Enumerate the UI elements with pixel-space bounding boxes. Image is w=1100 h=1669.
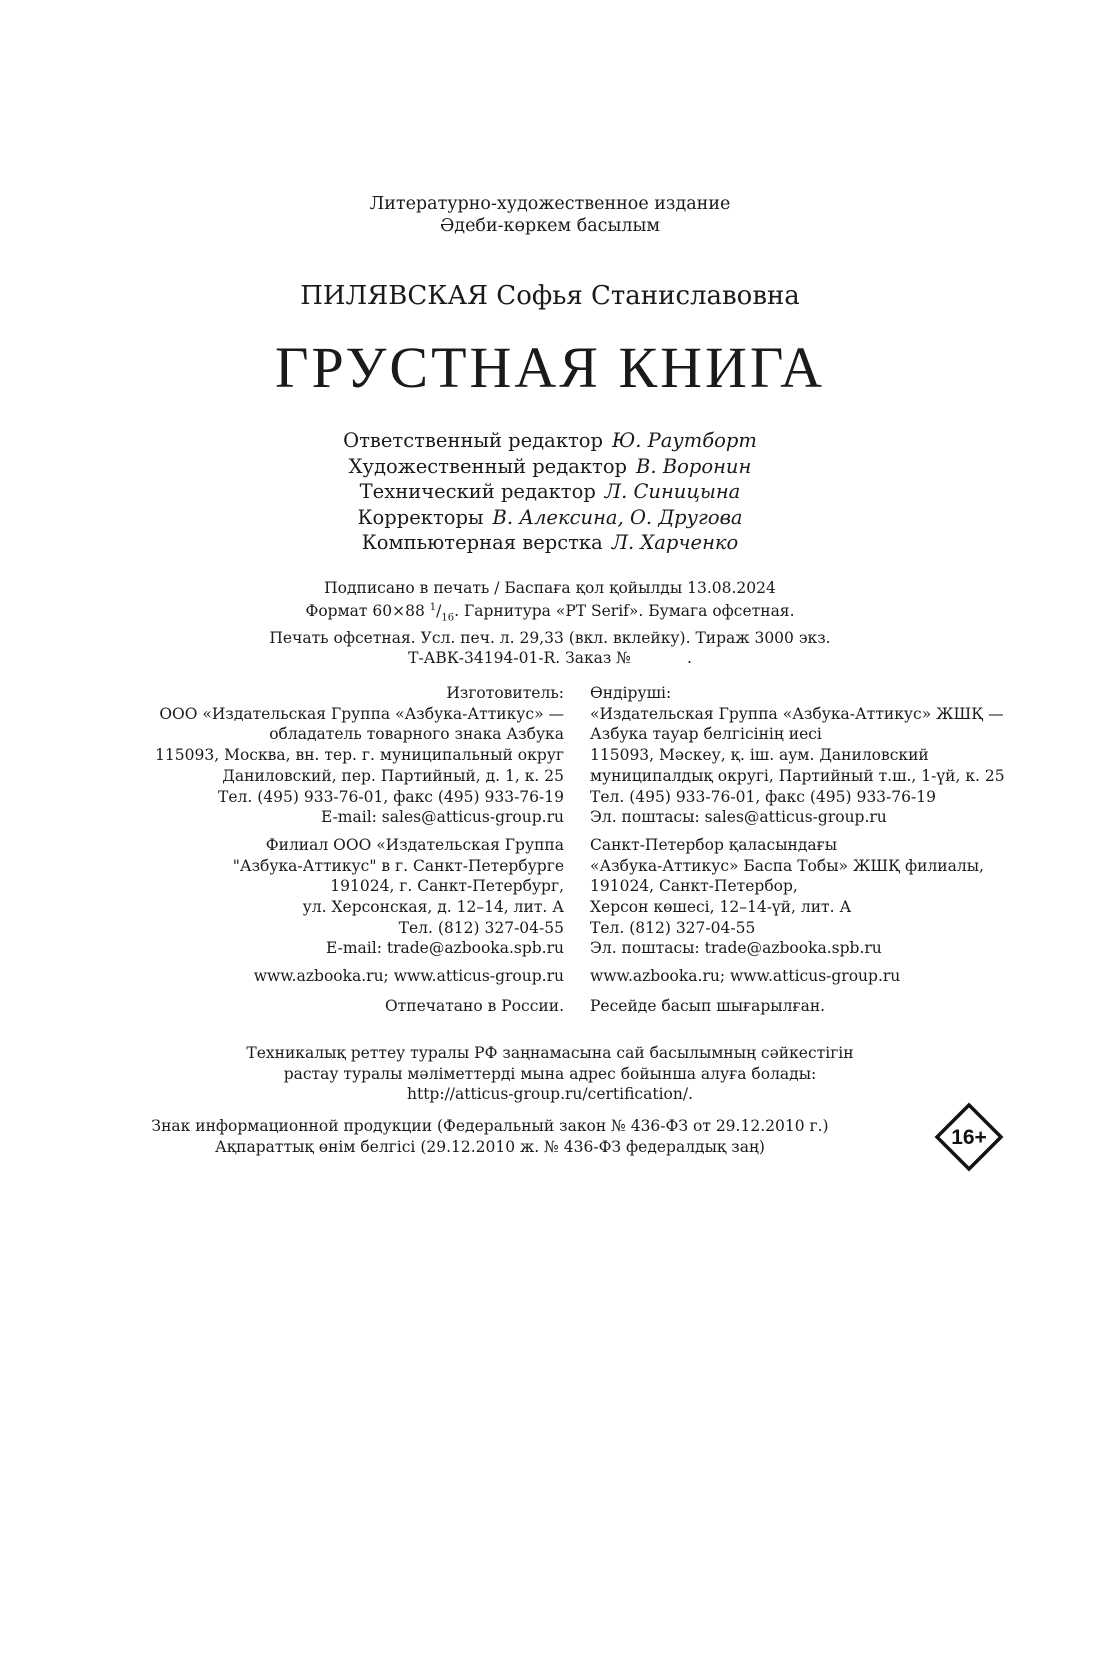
imprint-column-ru xyxy=(155,683,564,1024)
author-name: ПИЛЯВСКАЯ Софья Станиславовна xyxy=(300,281,800,311)
staff-row xyxy=(0,505,1100,531)
staff-row xyxy=(0,479,1100,505)
text-line: Тел. (812) 327-04-55 xyxy=(398,918,564,937)
text-line: Тел. (495) 933-76-01, факс (495) 933-76-19 xyxy=(218,787,564,806)
staff-row xyxy=(0,428,1100,454)
staff-row xyxy=(0,454,1100,480)
staff-role: Технический редактор xyxy=(359,480,596,503)
manufacturer-label-ru: Изготовитель: xyxy=(446,684,564,702)
text-line: Херсон көшесі, 12–14-үй, лит. А xyxy=(590,898,852,917)
text-line: ООО «Издательская Группа «Азбука-Аттикус» — xyxy=(159,704,564,723)
manufacturer-ru xyxy=(155,683,564,828)
text-line: муниципалдық округі, Партийный т.ш., 1-үй, к. 25 xyxy=(590,766,1005,785)
printed-ru xyxy=(155,996,564,1017)
genre-kz: Әдеби-көркем басылым xyxy=(439,216,661,236)
staff-person: Л. Харченко xyxy=(611,531,739,554)
manufacturer-label-kz: Өндіруші: xyxy=(590,684,672,702)
email-kz: Эл. поштасы: trade@azbooka.spb.ru xyxy=(590,939,882,958)
text-line: Азбука тауар белгісінің иесі xyxy=(590,725,822,744)
printing-signed: Подписано в печать / Баспаға қол қойылды 13.08.2024 xyxy=(324,579,776,597)
printing-format: Формат 60×88 $^1/_{16}$. Гарнитура «PT Serif». Бумага офсетная. xyxy=(305,602,795,624)
book-title: ГРУСТНАЯ КНИГА xyxy=(274,335,826,400)
text-line: 115093, Москва, вн. тер. г. муниципальный округ xyxy=(155,746,564,765)
staff-role: Художественный редактор xyxy=(348,454,628,478)
imprint-column-kz xyxy=(590,683,1005,1024)
staff-person: Л. Синицына xyxy=(604,480,741,503)
info-product-sign xyxy=(0,1116,980,1157)
staff-row xyxy=(0,530,1100,556)
certification-note xyxy=(0,1043,1100,1105)
manufacturer-kz xyxy=(590,683,1005,828)
printed-in-ru: Отпечатано в России. xyxy=(384,996,564,1015)
websites-kz xyxy=(590,966,1005,987)
text-line: растау туралы мәліметтерді мына адрес бойынша алуға болады: xyxy=(283,1064,817,1083)
email-ru: E-mail: sales@atticus-group.ru xyxy=(320,808,564,827)
text-line: ул. Херсонская, д. 12–14, лит. А xyxy=(302,898,564,917)
branch-ru xyxy=(155,835,564,959)
text-line: Ақпараттық өнім белгісі (29.12.2010 ж. № 436-ФЗ федералдық заң) xyxy=(215,1137,765,1156)
printed-kz xyxy=(590,996,1005,1017)
email-kz: Эл. поштасы: sales@atticus-group.ru xyxy=(590,808,887,827)
text-line: Техникалық реттеу туралы РФ заңнамасына сай басылымның сәйкестігін xyxy=(246,1044,854,1062)
staff-role: Ответственный редактор xyxy=(343,429,604,452)
staff-role: Компьютерная верстка xyxy=(361,531,603,554)
website-links-kz: www.azbooka.ru; www.atticus-group.ru xyxy=(590,967,901,986)
branch-kz xyxy=(590,835,1005,959)
text-line: Тел. (812) 327-04-55 xyxy=(590,918,756,937)
text-line: «Издательская Группа «Азбука-Аттикус» ЖШҚ — xyxy=(590,704,1004,723)
text-line: обладатель товарного знака Азбука xyxy=(269,725,564,744)
staff-credits xyxy=(0,428,1100,556)
staff-person: В. Воронин xyxy=(636,454,752,478)
printing-run: Печать офсетная. Усл. печ. л. 29,33 (вкл. вклейку). Тираж 3000 экз. xyxy=(269,629,831,648)
text-line: 115093, Мәскеу, қ. іш. аум. Даниловский xyxy=(590,746,929,765)
age-rating-label: 16+ xyxy=(951,1126,987,1149)
text-line: 191024, Санкт-Петербор, xyxy=(590,877,798,896)
text-line: Знак информационной продукции (Федеральный закон № 436-ФЗ от 29.12.2010 г.) xyxy=(151,1117,829,1135)
genre-block xyxy=(0,193,1100,237)
printing-info xyxy=(0,578,1100,668)
text-line: "Азбука-Аттикус" в г. Санкт-Петербурге xyxy=(232,856,564,875)
text-line: Санкт-Петербор қаласындағы xyxy=(590,835,838,854)
staff-person: Ю. Раутборт xyxy=(612,429,757,452)
staff-person: В. Алексина, О. Другова xyxy=(492,505,743,529)
staff-role: Корректоры xyxy=(357,505,484,529)
email-ru: E-mail: trade@azbooka.spb.ru xyxy=(326,939,564,958)
text-line: 191024, г. Санкт-Петербург, xyxy=(330,877,564,896)
websites-ru xyxy=(155,966,564,987)
printing-order: Т-АВК-34194-01-R. Заказ № . xyxy=(408,649,692,668)
certification-url: http://atticus-group.ru/certification/. xyxy=(406,1085,693,1104)
text-line: Даниловский, пер. Партийный, д. 1, к. 25 xyxy=(222,766,564,785)
age-rating-icon xyxy=(934,1102,1004,1172)
genre-ru: Литературно-художественное издание xyxy=(369,194,731,214)
text-line: Филиал ООО «Издательская Группа xyxy=(265,835,564,854)
text-line: Тел. (495) 933-76-01, факс (495) 933-76-19 xyxy=(590,787,936,806)
text-line: «Азбука-Аттикус» Баспа Тобы» ЖШҚ филиалы, xyxy=(590,856,984,875)
website-links-ru: www.azbooka.ru; www.atticus-group.ru xyxy=(253,967,564,986)
printed-in-kz: Ресейде басып шығарылған. xyxy=(590,996,826,1015)
